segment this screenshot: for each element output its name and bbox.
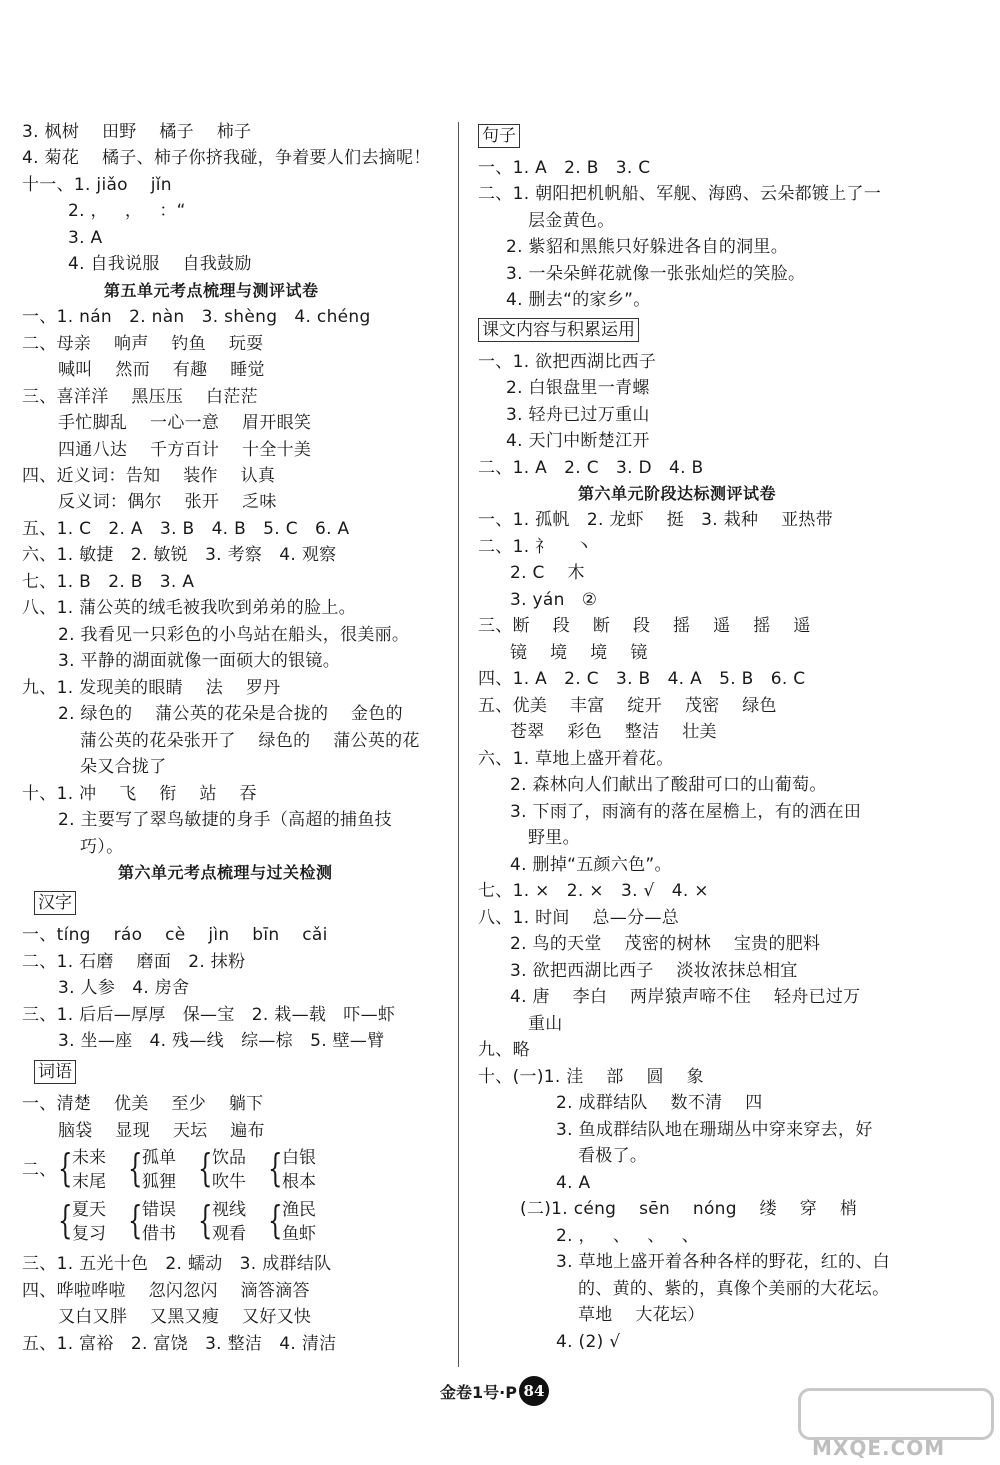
answer-line: 三、1. 五光十色 2. 蠕动 3. 成群结队: [22, 1254, 332, 1274]
brace-icon: {: [198, 1146, 213, 1190]
answer-line: 3. yán ②: [510, 590, 598, 610]
brace-icon: {: [128, 1198, 143, 1242]
brace-icon: {: [58, 1146, 73, 1190]
answer-line: 二、1. 朝阳把机帆船、军舰、海鸥、云朵都镀上了一: [478, 184, 882, 204]
answer-line: 三、1. 后后—厚厚 保—宝 2. 栽—载 吓—虾: [22, 1005, 396, 1025]
answer-line: 3. 轻舟已过万重山: [506, 405, 650, 425]
answer-line: 3. 下雨了，雨滴有的落在屋檐上，有的洒在田: [510, 802, 862, 822]
answer-line: 喊叫 然而 有趣 睡觉: [58, 360, 265, 380]
answer-line: 九、1. 发现美的眼睛 法 罗丹: [22, 678, 281, 698]
answer-line: 五、优美 丰富 绽开 茂密 绿色: [478, 696, 777, 716]
pair-word: 根本: [282, 1172, 316, 1192]
answer-line: 的、黄的、紫的，真像个美丽的大花坛。: [578, 1279, 890, 1299]
answer-line: 三、喜洋洋 黑压压 白茫茫: [22, 387, 258, 407]
answer-line: 一、清楚 优美 至少 躺下: [22, 1094, 264, 1114]
answer-line: 2. 绿色的 蒲公英的花朵是合拢的 金色的: [58, 704, 403, 724]
answer-line: 3. 枫树 田野 橘子 柿子: [22, 122, 252, 142]
answer-line: 七、1. × 2. × 3. √ 4. ×: [478, 881, 709, 901]
answer-line: 2. ， ， ：“: [68, 201, 186, 221]
answer-line: 十、(一)1. 洼 部 圆 象: [478, 1067, 704, 1087]
subsection-label: 汉字: [34, 891, 76, 915]
pair-word: 吹牛: [212, 1172, 246, 1192]
answer-line: 4. A: [556, 1173, 591, 1193]
pair-word: 饮品: [212, 1148, 246, 1168]
answer-line: 九、略: [478, 1040, 530, 1060]
page-footer: [440, 1376, 549, 1406]
pair-word: 视线: [212, 1200, 246, 1220]
answer-line: 巧）。: [80, 837, 124, 857]
answer-line: 八、1. 蒲公英的绒毛被我吹到弟弟的脸上。: [22, 598, 356, 618]
section-heading: 第六单元考点梳理与过关检测: [118, 863, 333, 882]
answer-line: 2. 鸟的天堂 茂密的树林 宝贵的肥料: [510, 934, 821, 954]
answer-line: 一、1. A 2. B 3. C: [478, 158, 651, 178]
answer-line: 二、母亲 响声 钓鱼 玩耍: [22, 334, 264, 354]
pair-word: 末尾: [72, 1172, 106, 1192]
pairs-prefix: 二、: [22, 1160, 57, 1180]
brace-icon: {: [58, 1198, 73, 1242]
answer-line: 三、断 段 断 段 摇 遥 摇 遥: [478, 616, 811, 636]
footer-label: 金卷1号·P: [440, 1382, 517, 1402]
answer-line: 2. 我看见一只彩色的小鸟站在船头，很美丽。: [58, 625, 410, 645]
answer-line: 一、tíng ráo cè jìn bīn cǎi: [22, 925, 328, 945]
answer-line: 四、哗啦哗啦 忽闪忽闪 滴答滴答: [22, 1281, 310, 1301]
answer-line: 八、1. 时间 总—分—总: [478, 908, 680, 928]
answer-line: 二、1. A 2. C 3. D 4. B: [478, 458, 704, 478]
answer-line: 一、1. nán 2. nàn 3. shèng 4. chéng: [22, 307, 371, 327]
pair-word: 未来: [72, 1148, 106, 1168]
answer-line: 草地 大花坛）: [578, 1305, 705, 1325]
pair-word: 渔民: [282, 1200, 316, 1220]
answer-line: 4. 天门中断楚江开: [506, 431, 650, 451]
answer-line: 手忙脚乱 一心一意 眉开眼笑: [58, 413, 312, 433]
pair-word: 观看: [212, 1224, 246, 1244]
answer-line: 3. 坐—座 4. 残—线 综—棕 5. 壁—臂: [58, 1031, 385, 1051]
answer-line: 3. 欲把西湖比西子 淡妆浓抹总相宜: [510, 961, 798, 981]
watermark: [798, 1388, 990, 1458]
section-heading: 第六单元阶段达标测评试卷: [578, 484, 777, 503]
answer-line: 五、1. 富裕 2. 富饶 3. 整洁 4. 清洁: [22, 1334, 337, 1354]
answer-line: 4. 自我说服 自我鼓励: [68, 254, 252, 274]
section-heading: 第五单元考点梳理与测评试卷: [104, 281, 319, 300]
answer-line: 四、1. A 2. C 3. B 4. A 5. B 6. C: [478, 669, 806, 689]
answer-line: 2. 紫貂和黑熊只好躲进各自的洞里。: [506, 237, 789, 257]
answer-line: 脑袋 显现 天坛 遍布: [58, 1121, 265, 1141]
answer-line: 3. A: [68, 228, 103, 248]
watermark-text: MXQE.COM: [812, 1436, 946, 1460]
answer-line: 4. 菊花 橘子、柿子你挤我碰，争着要人们去摘呢！: [22, 148, 431, 168]
answer-line: 一、1. 孤帆 2. 龙虾 挺 3. 栽种 亚热带: [478, 510, 834, 530]
answer-line: 3. 鱼成群结队地在珊瑚丛中穿来穿去，好: [556, 1120, 873, 1140]
answer-line: 二、1. 石磨 磨面 2. 抹粉: [22, 952, 246, 972]
answer-line: 4. 删掉“五颜六色”。: [510, 855, 672, 875]
answer-line: 又白又胖 又黑又瘦 又好又快: [58, 1307, 312, 1327]
answer-line: 四、近义词：告知 装作 认真: [22, 466, 276, 486]
answer-line: 镜 境 境 镜: [510, 643, 648, 663]
answer-line: 重山: [528, 1014, 563, 1034]
subsection-label: 课文内容与积累运用: [478, 318, 639, 342]
page-number: 84: [519, 1376, 549, 1406]
brace-icon: {: [268, 1198, 283, 1242]
answer-line: 4. 删去“的家乡”。: [506, 290, 651, 310]
answer-line: 二、1. 礻 丶: [478, 537, 593, 557]
answer-line: 四通八达 千方百计 十全十美: [58, 440, 312, 460]
answer-line: (二)1. céng sēn nóng 缕 穿 梢: [520, 1199, 858, 1219]
answer-line: 层金黄色。: [528, 211, 615, 231]
brace-icon: {: [128, 1146, 143, 1190]
answer-line: 看极了。: [578, 1146, 648, 1166]
answer-line: 3. 平静的湖面就像一面硕大的银镜。: [58, 651, 341, 671]
answer-line: 2. 成群结队 数不清 四: [556, 1093, 763, 1113]
pair-word: 复习: [72, 1224, 106, 1244]
answer-line: 一、1. 欲把西湖比西子: [478, 352, 657, 372]
brace-icon: {: [198, 1198, 213, 1242]
answer-line: 五、1. C 2. A 3. B 4. B 5. C 6. A: [22, 519, 350, 539]
answer-line: 野里。: [528, 828, 580, 848]
answer-line: 七、1. B 2. B 3. A: [22, 572, 195, 592]
brace-icon: {: [268, 1146, 283, 1190]
watermark-logo-icon: [798, 1388, 994, 1440]
subsection-label: 词语: [34, 1060, 76, 1084]
answer-line: 苍翠 彩色 整洁 壮美: [510, 722, 717, 742]
pair-word: 白银: [282, 1148, 316, 1168]
answer-line: 2. 白银盘里一青螺: [506, 378, 650, 398]
answer-line: 六、1. 草地上盛开着花。: [478, 749, 674, 769]
answer-line: 4. 唐 李白 两岸猿声啼不住 轻舟已过万: [510, 987, 861, 1007]
answer-line: 3. 草地上盛开着各种各样的野花，红的、白: [556, 1252, 890, 1272]
answer-line: 反义词：偶尔 张开 乏味: [58, 492, 277, 512]
answer-line: 六、1. 敏捷 2. 敏锐 3. 考察 4. 观察: [22, 545, 337, 565]
pair-word: 鱼虾: [282, 1224, 316, 1244]
pair-word: 孤单: [142, 1148, 176, 1168]
answer-line: 蒲公英的花朵张开了 绿色的 蒲公英的花: [80, 731, 420, 751]
answer-line: 十一、1. jiǎo jǐn: [22, 175, 172, 195]
pair-word: 夏天: [72, 1200, 106, 1220]
column-divider: [458, 122, 459, 1367]
pair-word: 借书: [142, 1224, 176, 1244]
subsection-label: 句子: [478, 124, 520, 148]
pair-word: 错误: [142, 1200, 176, 1220]
pair-word: 狐狸: [142, 1172, 176, 1192]
answer-line: 2. 森林向人们献出了酸甜可口的山葡萄。: [510, 775, 827, 795]
answer-line: 朵又合拢了: [80, 757, 167, 777]
answer-line: 4. (2) √: [556, 1332, 621, 1352]
answer-line: 3. 人参 4. 房舍: [58, 978, 190, 998]
answer-line: 3. 一朵朵鲜花就像一张张灿烂的笑脸。: [506, 264, 806, 284]
answer-line: 十、1. 冲 飞 衔 站 吞: [22, 784, 257, 804]
answer-line: 2. ， 、 、 、: [556, 1226, 700, 1246]
answer-line: 2. 主要写了翠鸟敏捷的身手（高超的捕鱼技: [58, 810, 392, 830]
answer-line: 2. C 木: [510, 563, 585, 583]
